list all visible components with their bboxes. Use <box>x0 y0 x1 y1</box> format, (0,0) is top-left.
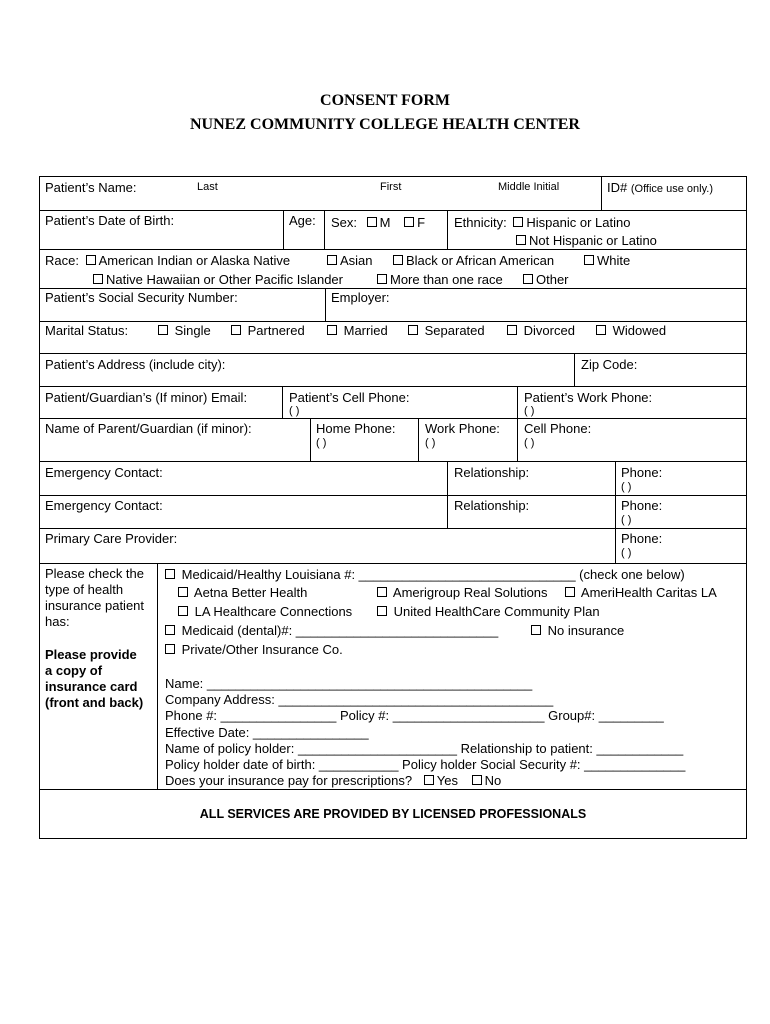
cell-divider <box>418 418 419 461</box>
race-row-1 <box>45 253 290 268</box>
private-label: Private/Other Insurance Co. <box>181 642 343 657</box>
insurance-card-note-2: a copy of <box>45 663 103 678</box>
primary-care-label: Primary Care Provider: <box>45 531 178 546</box>
white-checkbox[interactable] <box>584 255 594 265</box>
row-divider <box>39 528 747 529</box>
policy-holder-line[interactable]: Name of policy holder: ______________________ Relationship to patient: ____________ <box>165 741 684 756</box>
emergency-contact-1-label: Emergency Contact: <box>45 465 163 480</box>
dental-option <box>165 623 498 638</box>
prescriptions-no-label: No <box>484 773 502 788</box>
private-checkbox[interactable] <box>165 644 175 654</box>
company-address-line[interactable]: Company Address: ______________________________________ <box>165 692 554 707</box>
partnered-checkbox[interactable] <box>231 325 241 335</box>
insurance-instruction-2: type of health <box>45 582 124 597</box>
more-race-option <box>377 272 503 287</box>
divorced-label: Divorced <box>523 323 575 338</box>
race-label: Race: <box>45 253 79 268</box>
prescriptions-no-checkbox[interactable] <box>472 775 482 785</box>
aetna-option <box>178 585 307 600</box>
id-label: ID# <box>607 180 628 195</box>
phone-1-paren[interactable]: ( ) <box>621 481 632 493</box>
black-label: Black or African American <box>406 253 555 268</box>
email-label: Patient/Guardian’s (If minor) Email: <box>45 390 248 405</box>
table-bottom-border <box>39 838 747 839</box>
sex-m-checkbox[interactable] <box>367 217 377 227</box>
sex-f-checkbox[interactable] <box>404 217 414 227</box>
insurance-instruction-1: Please check the <box>45 566 145 581</box>
white-option <box>584 253 630 268</box>
amerihealth-option <box>565 585 717 600</box>
no-insurance-checkbox[interactable] <box>531 625 541 635</box>
other-race-label: Other <box>536 272 569 287</box>
work-phone-label: Patient’s Work Phone: <box>524 390 653 405</box>
row-divider <box>39 418 747 419</box>
united-label: United HealthCare Community Plan <box>393 604 600 619</box>
medicaid-label: Medicaid/Healthy Louisiana #: ______________________________ (check one below) <box>181 567 685 582</box>
black-checkbox[interactable] <box>393 255 403 265</box>
separated-option <box>408 323 485 338</box>
prescriptions-yes-checkbox[interactable] <box>424 775 434 785</box>
phone-1-label: Phone: <box>621 465 663 480</box>
form-title: CONSENT FORM <box>320 92 450 109</box>
row-divider <box>39 353 747 354</box>
medicaid-option <box>165 567 685 582</box>
cell-divider <box>282 386 283 418</box>
phone-2-paren[interactable]: ( ) <box>621 514 632 526</box>
dental-label: Medicaid (dental)#: ____________________________ <box>181 623 499 638</box>
more-race-label: More than one race <box>390 272 503 287</box>
phone-3-label: Phone: <box>621 531 663 546</box>
work-phone-paren[interactable]: ( ) <box>524 405 535 417</box>
la-health-option <box>178 604 352 619</box>
cell-divider <box>517 386 518 461</box>
prescriptions-label: Does your insurance pay for prescriptions? <box>165 773 413 788</box>
other-race-checkbox[interactable] <box>523 274 533 284</box>
black-option <box>393 253 554 268</box>
last-name-field[interactable]: Last <box>197 181 218 193</box>
guardian-cell-phone-paren[interactable]: ( ) <box>524 437 535 449</box>
widowed-option <box>596 323 666 338</box>
row-divider <box>39 249 747 250</box>
marital-label: Marital Status: <box>45 323 129 338</box>
insurance-card-note-4: (front and back) <box>45 695 144 710</box>
insurance-instruction-4: has: <box>45 614 70 629</box>
ssn-label: Patient’s Social Security Number: <box>45 290 238 305</box>
married-checkbox[interactable] <box>327 325 337 335</box>
row-divider <box>39 288 747 289</box>
divorced-option <box>507 323 575 338</box>
sex-f-label: F <box>417 215 426 230</box>
relationship-1-label: Relationship: <box>454 465 530 480</box>
not-hispanic-checkbox[interactable] <box>516 235 526 245</box>
policy-holder-dob-line[interactable]: Policy holder date of birth: ___________ Policy holder Social Security #: ______________ <box>165 757 686 772</box>
dob-label: Patient’s Date of Birth: <box>45 213 175 228</box>
cell-phone-paren[interactable]: ( ) <box>289 405 300 417</box>
prescriptions-row <box>165 773 501 788</box>
guardian-name-label: Name of Parent/Guardian (if minor): <box>45 421 252 436</box>
cell-divider <box>447 210 448 249</box>
no-insurance-option <box>531 623 624 638</box>
id-note: (Office use only.) <box>630 183 713 195</box>
effective-date-line[interactable]: Effective Date: ________________ <box>165 725 369 740</box>
hawaiian-label: Native Hawaiian or Other Pacific Islander <box>106 272 343 287</box>
partnered-option <box>231 323 305 338</box>
guardian-work-phone-label: Work Phone: <box>425 421 500 436</box>
age-label: Age: <box>289 213 316 228</box>
relationship-2-label: Relationship: <box>454 498 530 513</box>
patient-name-label: Patient’s Name: <box>45 180 137 195</box>
sex-m-label: M <box>379 215 391 230</box>
footer-notice: ALL SERVICES ARE PROVIDED BY LICENSED PROFESSIONALS <box>199 807 587 821</box>
sex-field <box>331 215 425 230</box>
aetna-checkbox[interactable] <box>178 587 188 597</box>
asian-label: Asian <box>340 253 373 268</box>
divorced-checkbox[interactable] <box>507 325 517 335</box>
la-health-label: LA Healthcare Connections <box>194 604 353 619</box>
widowed-checkbox[interactable] <box>596 325 606 335</box>
cell-divider <box>283 210 284 249</box>
widowed-label: Widowed <box>612 323 667 338</box>
first-name-field[interactable]: First <box>380 181 402 193</box>
table-top-border <box>39 176 747 177</box>
zip-label: Zip Code: <box>581 357 638 372</box>
table-right-border <box>746 176 747 838</box>
row-divider <box>39 789 747 790</box>
insurance-instruction-3: insurance patient <box>45 598 145 613</box>
amerigroup-option <box>377 585 548 600</box>
cell-divider <box>615 461 616 563</box>
ethnicity-field <box>454 215 630 230</box>
phone-policy-line[interactable]: Phone #: ________________ Policy #: _____________________ Group#: _________ <box>165 708 664 723</box>
not-hispanic-label: Not Hispanic or Latino <box>529 233 657 248</box>
amerihealth-checkbox[interactable] <box>565 587 575 597</box>
single-checkbox[interactable] <box>158 325 168 335</box>
phone-3-paren[interactable]: ( ) <box>621 547 632 559</box>
amerihealth-label: AmeriHealth Caritas LA <box>580 585 717 600</box>
cell-divider <box>601 176 602 210</box>
cell-divider <box>310 418 311 461</box>
emergency-contact-2-label: Emergency Contact: <box>45 498 163 513</box>
hawaiian-option <box>93 272 343 287</box>
ethnicity-label: Ethnicity: <box>454 215 507 230</box>
asian-checkbox[interactable] <box>327 255 337 265</box>
insurance-card-note-1: Please provide <box>45 647 137 662</box>
cell-phone-label: Patient’s Cell Phone: <box>289 390 410 405</box>
row-divider <box>39 321 747 322</box>
dental-checkbox[interactable] <box>165 625 175 635</box>
la-health-checkbox[interactable] <box>178 606 188 616</box>
white-label: White <box>597 253 631 268</box>
row-divider <box>39 495 747 496</box>
amerigroup-label: Amerigroup Real Solutions <box>392 585 548 600</box>
phone-2-label: Phone: <box>621 498 663 513</box>
insurance-card-note-3: insurance card <box>45 679 138 694</box>
cell-divider <box>447 461 448 528</box>
married-option <box>327 323 388 338</box>
asian-option <box>327 253 373 268</box>
no-insurance-label: No insurance <box>547 623 625 638</box>
cell-divider <box>324 210 325 249</box>
guardian-work-phone-paren[interactable]: ( ) <box>425 437 436 449</box>
american-indian-checkbox[interactable] <box>86 255 96 265</box>
hispanic-checkbox[interactable] <box>513 217 523 227</box>
cell-divider <box>325 288 326 321</box>
cell-divider <box>157 563 158 789</box>
single-option <box>158 323 211 338</box>
row-divider <box>39 210 747 211</box>
employer-label: Employer: <box>331 290 390 305</box>
row-divider <box>39 386 747 387</box>
id-field[interactable] <box>607 180 713 195</box>
address-label: Patient’s Address (include city): <box>45 357 226 372</box>
prescriptions-yes-label: Yes <box>436 773 458 788</box>
table-left-border <box>39 176 40 838</box>
aetna-label: Aetna Better Health <box>193 585 308 600</box>
hispanic-label: Hispanic or Latino <box>526 215 631 230</box>
insurance-name-line[interactable]: Name: _____________________________________________ <box>165 676 533 691</box>
medicaid-checkbox[interactable] <box>165 569 175 579</box>
united-checkbox[interactable] <box>377 606 387 616</box>
single-label: Single <box>174 323 211 338</box>
more-race-checkbox[interactable] <box>377 274 387 284</box>
form-subtitle: NUNEZ COMMUNITY COLLEGE HEALTH CENTER <box>190 116 580 133</box>
home-phone-paren[interactable]: ( ) <box>316 437 327 449</box>
separated-checkbox[interactable] <box>408 325 418 335</box>
separated-label: Separated <box>424 323 485 338</box>
other-race-option <box>523 272 569 287</box>
middle-initial-field[interactable]: Middle Initial <box>498 181 560 193</box>
married-label: Married <box>343 323 388 338</box>
row-divider <box>39 563 747 564</box>
partnered-label: Partnered <box>247 323 305 338</box>
guardian-cell-phone-label: Cell Phone: <box>524 421 592 436</box>
cell-divider <box>574 353 575 386</box>
hawaiian-checkbox[interactable] <box>93 274 103 284</box>
private-option <box>165 642 343 657</box>
not-hispanic-option <box>516 233 657 248</box>
row-divider <box>39 461 747 462</box>
sex-label: Sex: <box>331 215 358 230</box>
american-indian-label: American Indian or Alaska Native <box>98 253 291 268</box>
amerigroup-checkbox[interactable] <box>377 587 387 597</box>
home-phone-label: Home Phone: <box>316 421 396 436</box>
united-option <box>377 604 600 619</box>
